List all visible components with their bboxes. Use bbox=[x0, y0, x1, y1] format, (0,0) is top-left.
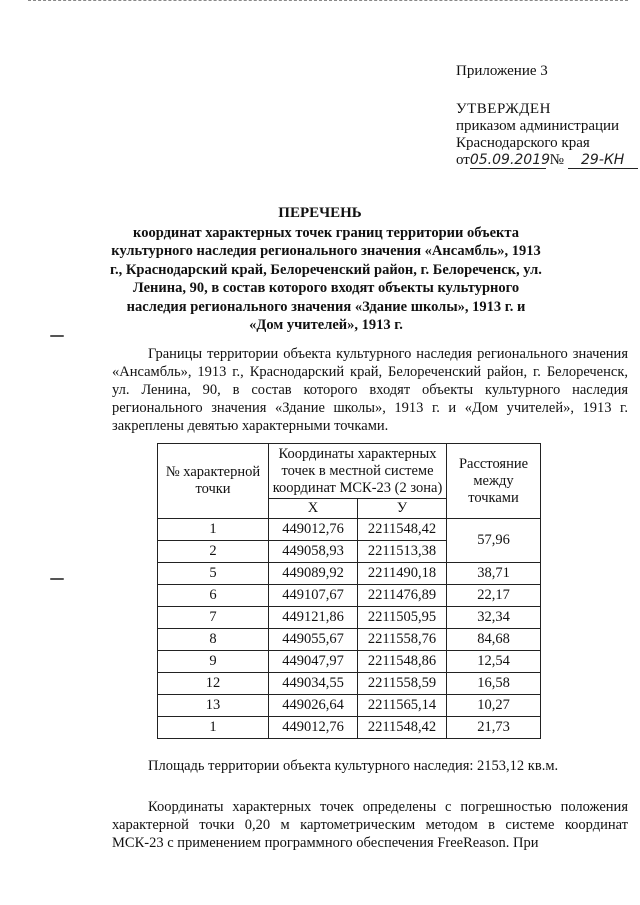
point-cell: 7 bbox=[158, 607, 269, 629]
x-cell: 449034,55 bbox=[269, 673, 358, 695]
header-coordinates: Координаты характерных точек в местной системе координат МСК-23 (2 зона) bbox=[269, 444, 447, 499]
table-row bbox=[158, 695, 541, 717]
order-date-number bbox=[456, 152, 638, 169]
x-cell: 449107,67 bbox=[269, 585, 358, 607]
distance-cell: 38,71 bbox=[447, 563, 541, 585]
table-row bbox=[158, 717, 541, 739]
y-cell: 2211565,14 bbox=[358, 695, 447, 717]
document-title: ПЕРЕЧЕНЬ bbox=[278, 205, 362, 221]
point-cell: 13 bbox=[158, 695, 269, 717]
document-subtitle: координат характерных точек границ территории объекта культурного наследия регионального значения «Ансамбль», 1913 г., Краснодарский край, Белореченский район, г. Белореченск, ул. Ленина, 90, в состав которого входят объекты культурного наследия регионального значения «Здание школы», 1913 г. и «Дом учителей», 1913 г. bbox=[110, 225, 542, 334]
x-cell: 449058,93 bbox=[269, 541, 358, 563]
order-date: 05.09.2019 bbox=[469, 152, 551, 168]
binding-mark bbox=[50, 335, 64, 337]
point-cell: 1 bbox=[158, 519, 269, 541]
order-line-2: Краснодарского края bbox=[456, 135, 590, 151]
point-cell: 5 bbox=[158, 563, 269, 585]
table-row bbox=[158, 651, 541, 673]
x-cell: 449012,76 bbox=[269, 717, 358, 739]
y-cell: 2211558,59 bbox=[358, 673, 447, 695]
y-cell: 2211558,76 bbox=[358, 629, 447, 651]
intro-paragraph: Границы территории объекта культурного наследия регионального значения «Ансамбль», 1913 г., Краснодарский край, Белореченский район, г. Белореченск, ул. Ленина, 90, в состав которого входят объекты культурного наследия регионального значения «Здание школы», 1913 г. и «Дом учителей», 1913 г. закреплены девятью характерными точками. bbox=[112, 346, 628, 434]
y-cell: 2211513,38 bbox=[358, 541, 447, 563]
area-text: Площадь территории объекта культурного наследия: 2153,12 кв.м. bbox=[148, 758, 559, 774]
table-row bbox=[158, 673, 541, 695]
table-row bbox=[158, 629, 541, 651]
distance-cell: 21,73 bbox=[447, 717, 541, 739]
coordinates-table bbox=[157, 443, 541, 739]
table-row bbox=[158, 607, 541, 629]
order-line-1: приказом администрации bbox=[456, 118, 620, 134]
y-cell: 2211548,42 bbox=[358, 519, 447, 541]
point-cell: 2 bbox=[158, 541, 269, 563]
distance-cell: 22,17 bbox=[447, 585, 541, 607]
point-cell: 1 bbox=[158, 717, 269, 739]
y-cell: 2211476,89 bbox=[358, 585, 447, 607]
appendix-label: Приложение 3 bbox=[456, 63, 548, 79]
date-prefix: от bbox=[456, 152, 470, 168]
x-cell: 449012,76 bbox=[269, 519, 358, 541]
top-scan-edge bbox=[28, 0, 628, 2]
distance-cell: 84,68 bbox=[447, 629, 541, 651]
header-y: У bbox=[358, 499, 447, 519]
distance-cell: 10,27 bbox=[447, 695, 541, 717]
binding-mark bbox=[50, 578, 64, 580]
y-cell: 2211548,42 bbox=[358, 717, 447, 739]
y-cell: 2211548,86 bbox=[358, 651, 447, 673]
point-cell: 12 bbox=[158, 673, 269, 695]
distance-cell: 57,96 bbox=[447, 519, 541, 563]
header-x: X bbox=[269, 499, 358, 519]
point-cell: 9 bbox=[158, 651, 269, 673]
table-row bbox=[158, 563, 541, 585]
y-cell: 2211505,95 bbox=[358, 607, 447, 629]
x-cell: 449047,97 bbox=[269, 651, 358, 673]
point-cell: 6 bbox=[158, 585, 269, 607]
number-prefix: № bbox=[549, 152, 564, 168]
x-cell: 449089,92 bbox=[269, 563, 358, 585]
header-distance: Расстояние между точками bbox=[447, 444, 541, 519]
table-row bbox=[158, 519, 541, 541]
x-cell: 449026,64 bbox=[269, 695, 358, 717]
table-row bbox=[158, 585, 541, 607]
point-cell: 8 bbox=[158, 629, 269, 651]
y-cell: 2211490,18 bbox=[358, 563, 447, 585]
x-cell: 449055,67 bbox=[269, 629, 358, 651]
accuracy-paragraph: Координаты характерных точек определены с погрешностью положения характерной точки 0,20 м картометрическим методом в системе координат МСК-23 с применением программного обеспечения FreeReason. При bbox=[112, 799, 628, 851]
order-number: 29-КН bbox=[568, 152, 638, 169]
header-point: № характерной точки bbox=[158, 444, 269, 519]
distance-cell: 12,54 bbox=[447, 651, 541, 673]
approved-heading: УТВЕРЖДЕН bbox=[456, 101, 551, 117]
distance-cell: 16,58 bbox=[447, 673, 541, 695]
x-cell: 449121,86 bbox=[269, 607, 358, 629]
distance-cell: 32,34 bbox=[447, 607, 541, 629]
